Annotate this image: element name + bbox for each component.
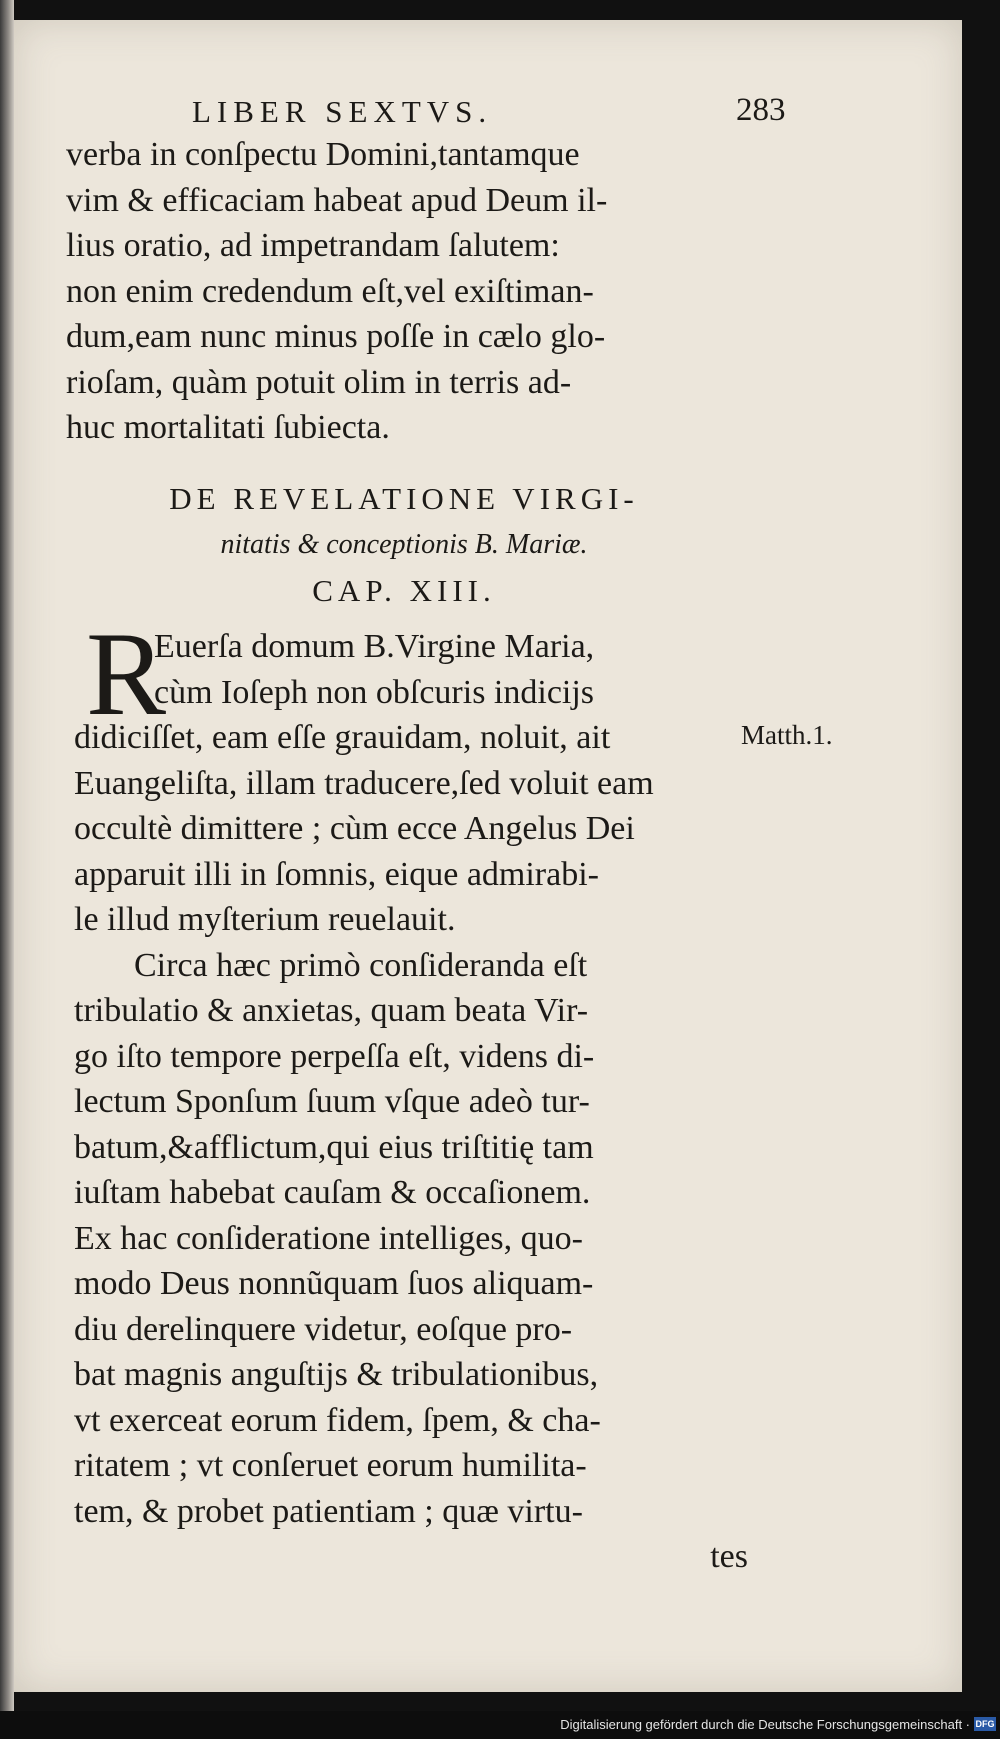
text-line: go iſto tempore perpeſſa eſt, videns di- [74,1037,595,1075]
book-spine [0,0,14,1739]
text-line: iuſtam habebat cauſam & occaſionem. [74,1174,591,1211]
text-line: apparuit illi in ſomnis, eique admirabi- [74,855,599,893]
chapter-heading [54,476,754,614]
catchword: tes [710,1538,748,1575]
text-line: verba in conſpectu Domini,tantamque [66,136,580,173]
chapter-title: DE REVELATIONE VIRGI- [169,481,639,516]
text-line: non enim credendum eſt,vel exiſtiman- [66,272,594,310]
text-line: occultè dimittere ; cùm ecce Angelus Dei [74,810,635,847]
text-line: diu derelinquere videtur, eoſque pro- [74,1310,573,1348]
book-page [14,20,962,1692]
text-line: lius oratio, ad impetrandam ſalutem: [66,227,560,264]
text-line: didiciſſet, eam eſſe grauidam, noluit, ait [74,719,611,756]
text-line: Euerſa domum B.Virgine Maria, [154,628,595,665]
text-line: modo Deus nonnũquam ſuos aliquam- [74,1265,594,1302]
text-line: tem, & probet patientiam ; quæ virtu- [74,1492,583,1530]
text-line: batum,&afflictum,qui eius triſtitię tam [74,1128,594,1166]
footer-credit: Digitalisierung gefördert durch die Deutsche Forschungsgemeinschaft · [560,1717,970,1732]
chapter-body [74,607,754,1580]
text-line: huc mortalitati ſubiecta. [66,409,390,446]
drop-cap: R [86,607,167,740]
chapter-subtitle: nitatis & conceptionis B. Mariæ. [220,529,588,560]
text-line: cùm Ioſeph non obſcuris indicijs [154,673,595,711]
text-line: ritatem ; vt conſeruet eorum humilita- [74,1447,587,1484]
text-line: Circa hæc primò conſideranda eſt [134,946,588,984]
text-line: le illud myſterium reuelauit. [74,901,456,938]
text-line: bat magnis anguſtijs & tribulationibus, [74,1356,599,1393]
text-line: vim & efficaciam habeat apud Deum il- [66,181,608,219]
page-number: 283 [736,92,786,128]
text-line: Euangeliſta, illam traducere,ſed voluit eam [74,764,654,802]
running-head: LIBER SEXTVS. [192,94,493,129]
top-paragraph [66,132,746,451]
margin-note: Matth.1. [741,720,833,750]
text-line: tribulatio & anxietas, quam beata Vir- [74,992,589,1029]
text-line: dum,eam nunc minus poſſe in cælo glo- [66,318,606,355]
footer-bar [0,1711,1000,1739]
text-line: rioſam, quàm potuit olim in terris ad- [66,363,572,401]
text-line: lectum Sponſum ſuum vſque adeò tur- [74,1083,590,1120]
text-line: Ex hac conſideratione intelliges, quo- [74,1219,583,1257]
dfg-logo-icon: DFG [975,1719,995,1729]
text-line: vt exerceat eorum fidem, ſpem, & cha- [74,1401,601,1439]
chapter-number: CAP. XIII. [312,573,496,608]
page-header [14,80,962,140]
